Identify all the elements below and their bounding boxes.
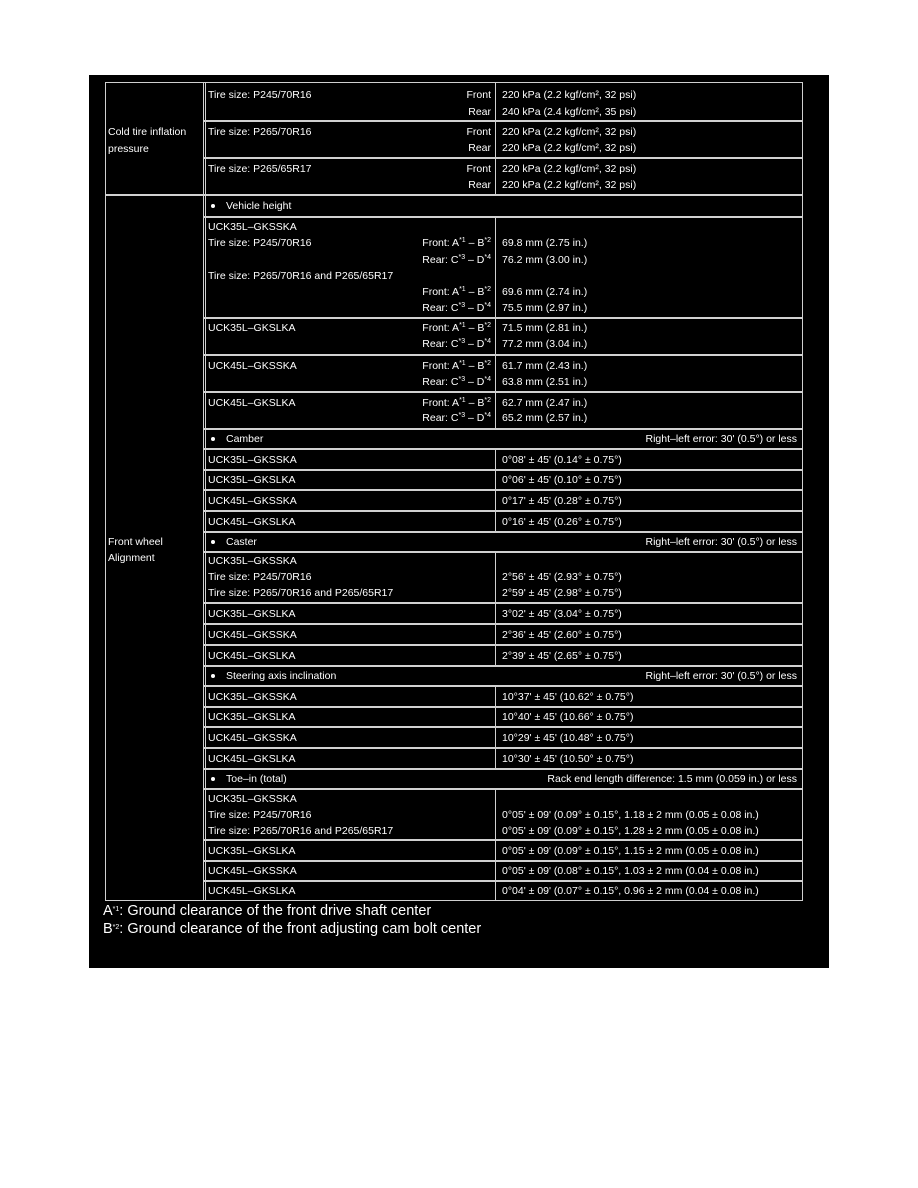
model-label: UCK35L–GKSSKA (208, 691, 297, 703)
tire-size-label: Tire size: P265/70R16 and P265/65R17 (208, 270, 394, 282)
front-pressure-value: 220 kPa (2.2 kgf/cm², 32 psi) (502, 126, 637, 138)
tire-pressure-label-line1: Cold tire inflation (108, 126, 187, 138)
toe-in-value: 0°05' ± 09' (0.09° ± 0.15°, 1.15 ± 2 mm (0.05 ± 0.08 in.) (502, 845, 759, 857)
steering-axis-value: 10°37' ± 45' (10.62° ± 0.75°) (502, 691, 634, 703)
footnote-a1: $A^{*1}$: Ground clearance of the front drive shaft center (103, 903, 432, 919)
caster-value: 2°39' ± 45' (2.65° ± 0.75°) (502, 650, 622, 662)
caster-value: 3°02' ± 45' (3.04° ± 0.75°) (502, 608, 622, 620)
model-label: UCK45L–GKSLKA (208, 397, 296, 409)
model-label: UCK45L–GKSSKA (208, 629, 297, 641)
rear-pressure-value: 220 kPa (2.2 kgf/cm², 32 psi) (502, 142, 637, 154)
front-pressure-value: 220 kPa (2.2 kgf/cm², 32 psi) (502, 163, 637, 175)
steering-axis-value: 10°30' ± 45' (10.50° ± 0.75°) (502, 753, 634, 765)
caster-note: Right–left error: 30' (0.5°) or less (645, 536, 797, 548)
caster-value: 2°36' ± 45' (2.60° ± 0.75°) (502, 629, 622, 641)
caster-value: 2°56' ± 45' (2.93° ± 0.75°) (502, 571, 622, 583)
model-label: UCK45L–GKSLKA (208, 885, 296, 897)
toe-in-value: 0°05' ± 09' (0.09° ± 0.15°, 1.28 ± 2 mm (0.05 ± 0.08 in.) (502, 825, 759, 837)
height-value: 62.7 mm (2.47 in.) (502, 397, 588, 409)
height-value: 77.2 mm (3.04 in.) (502, 338, 588, 350)
model-label: UCK45L–GKSLKA (208, 753, 296, 765)
model-label: UCK45L–GKSSKA (208, 495, 297, 507)
tire-size-label: Tire size: P245/70R16 (208, 571, 312, 583)
toe-in-note: Rack end length difference: 1.5 mm (0.059 in.) or less (547, 773, 797, 785)
camber-note: Right–left error: 30' (0.5°) or less (645, 433, 797, 445)
front-label: Front (466, 163, 491, 175)
rear-pressure-value: 220 kPa (2.2 kgf/cm², 32 psi) (502, 179, 637, 191)
front-pressure-value: 220 kPa (2.2 kgf/cm², 32 psi) (502, 89, 637, 101)
rear-cd-label: Rear: $C^{*3} - D^{*4}$ (422, 254, 491, 266)
front-ab-label: Front: $A^{*1} - B^{*2}$ (422, 322, 491, 334)
model-label: UCK35L–GKSLKA (208, 608, 296, 620)
rear-cd-label: Rear: $C^{*3} - D^{*4}$ (422, 376, 491, 388)
model-label: UCK35L–GKSLKA (208, 845, 296, 857)
height-value: 65.2 mm (2.57 in.) (502, 412, 588, 424)
model-label: UCK35L–GKSLKA (208, 322, 296, 334)
front-ab-label: Front: $A^{*1} - B^{*2}$ (422, 397, 491, 409)
tire-size-label: Tire size: P245/70R16 (208, 89, 312, 101)
model-label: UCK45L–GKSSKA (208, 732, 297, 744)
camber-value: 0°17' ± 45' (0.28° ± 0.75°) (502, 495, 622, 507)
height-value: 71.5 mm (2.81 in.) (502, 322, 588, 334)
steering-axis-value: 10°40' ± 45' (10.66° ± 0.75°) (502, 711, 634, 723)
height-value: 61.7 mm (2.43 in.) (502, 360, 588, 372)
rear-pressure-value: 240 kPa (2.4 kgf/cm², 35 psi) (502, 106, 637, 118)
steering-axis-value: 10°29' ± 45' (10.48° ± 0.75°) (502, 732, 634, 744)
caster-title: Caster (226, 536, 257, 548)
model-label: UCK35L–GKSSKA (208, 221, 297, 233)
rear-label: Rear (468, 142, 491, 154)
model-label: UCK35L–GKSSKA (208, 793, 297, 805)
camber-value: 0°08' ± 45' (0.14° ± 0.75°) (502, 454, 622, 466)
height-value: 69.6 mm (2.74 in.) (502, 286, 588, 298)
steering-axis-note: Right–left error: 30' (0.5°) or less (645, 670, 797, 682)
tire-size-label: Tire size: P245/70R16 (208, 809, 312, 821)
tire-pressure-label-line2: pressure (108, 143, 149, 155)
alignment-label-line1: Front wheel (108, 536, 163, 548)
model-label: UCK45L–GKSSKA (208, 865, 297, 877)
model-label: UCK45L–GKSSKA (208, 360, 297, 372)
toe-in-value: 0°04' ± 09' (0.07° ± 0.15°, 0.96 ± 2 mm (0.04 ± 0.08 in.) (502, 885, 759, 897)
front-ab-label: Front: $A^{*1} - B^{*2}$ (422, 237, 491, 249)
rear-label: Rear (468, 179, 491, 191)
front-ab-label: Front: $A^{*1} - B^{*2}$ (422, 360, 491, 372)
rear-cd-label: Rear: $C^{*3} - D^{*4}$ (422, 412, 491, 424)
model-label: UCK35L–GKSSKA (208, 454, 297, 466)
front-ab-label: Front: $A^{*1} - B^{*2}$ (422, 286, 491, 298)
footnote-b2: $B^{*2}$: Ground clearance of the front adjusting cam bolt center (103, 921, 482, 937)
model-label: UCK35L–GKSLKA (208, 711, 296, 723)
camber-title: Camber (226, 433, 264, 445)
spec-sheet (89, 75, 829, 968)
toe-in-value: 0°05' ± 09' (0.09° ± 0.15°, 1.18 ± 2 mm (0.05 ± 0.08 in.) (502, 809, 759, 821)
front-label: Front (466, 89, 491, 101)
rear-cd-label: Rear: $C^{*3} - D^{*4}$ (422, 338, 491, 350)
tire-size-label: Tire size: P265/70R16 (208, 126, 312, 138)
rear-label: Rear (468, 106, 491, 118)
height-value: 63.8 mm (2.51 in.) (502, 376, 588, 388)
toe-in-title: Toe–in (total) (226, 773, 287, 785)
tire-size-label: Tire size: P265/70R16 and P265/65R17 (208, 587, 394, 599)
steering-axis-title: Steering axis inclination (226, 670, 337, 682)
height-value: 69.8 mm (2.75 in.) (502, 237, 588, 249)
camber-value: 0°06' ± 45' (0.10° ± 0.75°) (502, 474, 622, 486)
model-label: UCK45L–GKSLKA (208, 516, 296, 528)
tire-size-label: Tire size: P265/65R17 (208, 163, 312, 175)
model-label: UCK35L–GKSLKA (208, 474, 296, 486)
vehicle-height-header (203, 195, 803, 217)
tire-size-label: Tire size: P265/70R16 and P265/65R17 (208, 825, 394, 837)
tire-size-label: Tire size: P245/70R16 (208, 237, 312, 249)
rear-cd-label: Rear: $C^{*3} - D^{*4}$ (422, 302, 491, 314)
model-label: UCK35L–GKSSKA (208, 555, 297, 567)
vehicle-height-title: Vehicle height (226, 200, 292, 212)
front-label: Front (466, 126, 491, 138)
caster-value: 2°59' ± 45' (2.98° ± 0.75°) (502, 587, 622, 599)
model-label: UCK45L–GKSLKA (208, 650, 296, 662)
height-value: 75.5 mm (2.97 in.) (502, 302, 588, 314)
alignment-label-line2: Alignment (108, 552, 155, 564)
camber-value: 0°16' ± 45' (0.26° ± 0.75°) (502, 516, 622, 528)
toe-in-value: 0°05' ± 09' (0.08° ± 0.15°, 1.03 ± 2 mm (0.04 ± 0.08 in.) (502, 865, 759, 877)
height-value: 76.2 mm (3.00 in.) (502, 254, 588, 266)
